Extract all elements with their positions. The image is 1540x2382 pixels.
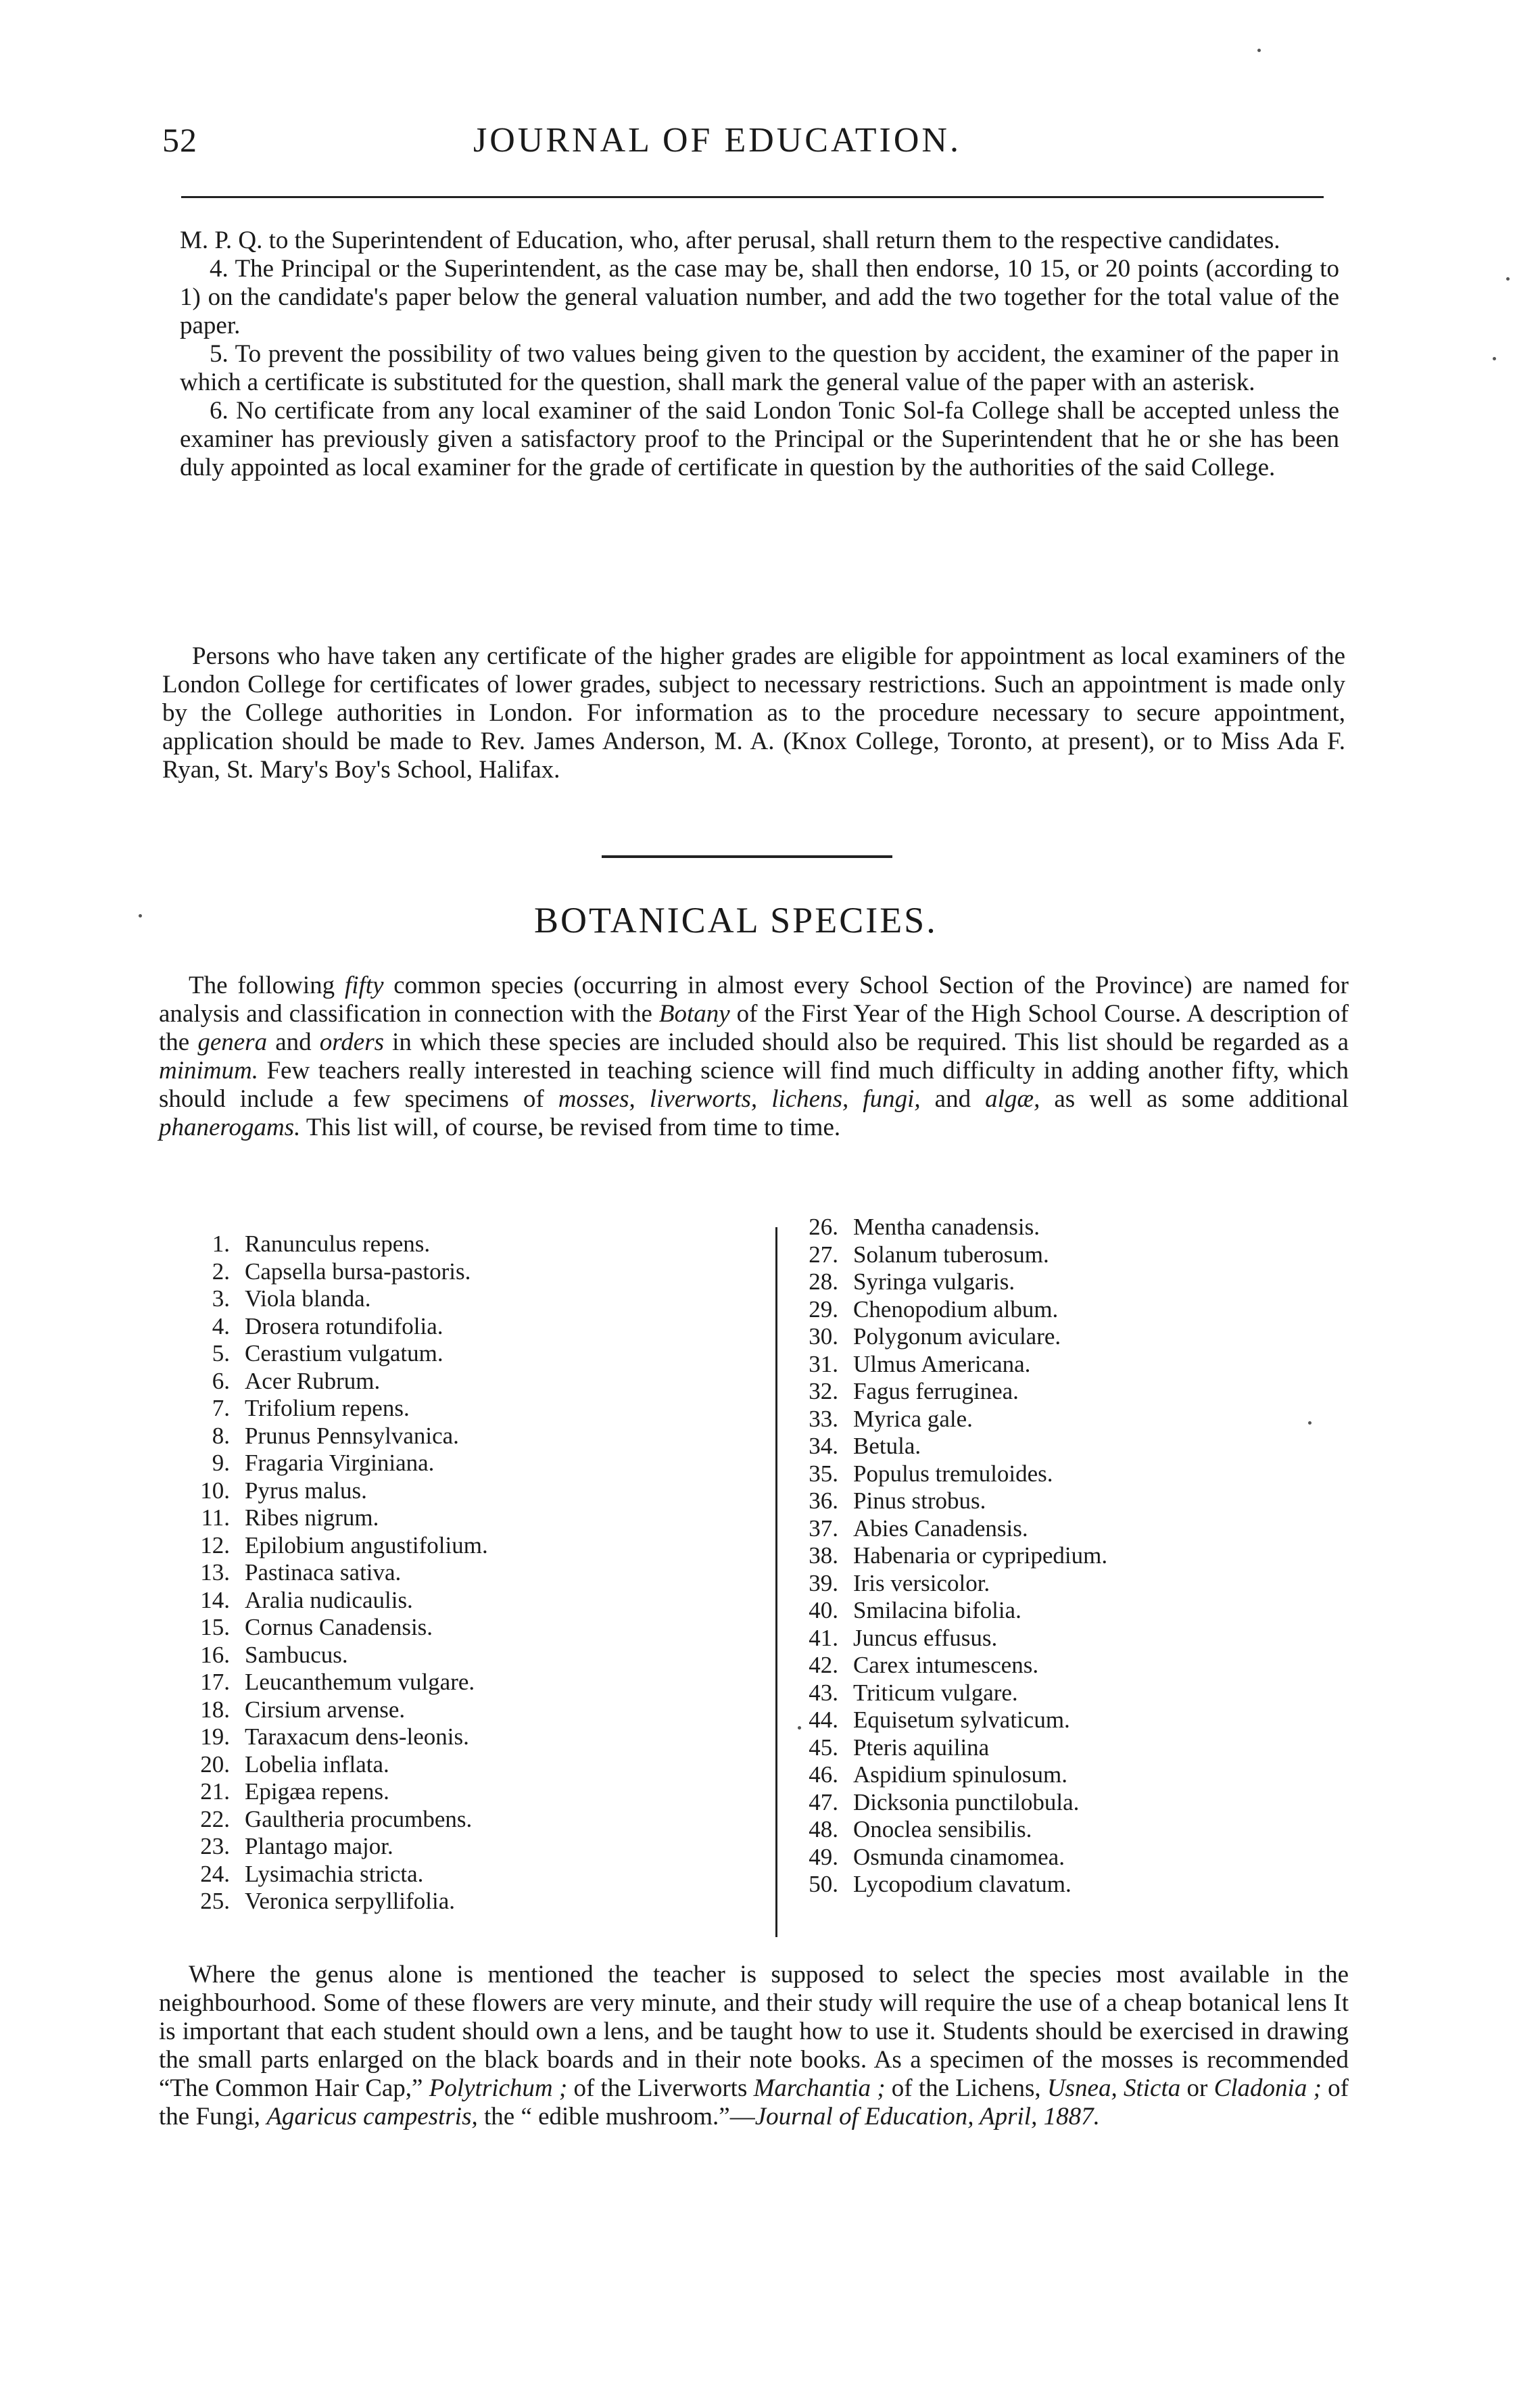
species-item	[764, 1816, 1107, 1844]
species-item	[162, 1888, 488, 1915]
species-name: Epigæa repens.	[245, 1778, 389, 1805]
species-item	[162, 1231, 488, 1258]
species-number: 14.	[200, 1586, 230, 1613]
species-item	[162, 1258, 488, 1286]
species-item	[162, 1340, 488, 1368]
species-item	[764, 1487, 1107, 1515]
species-number: 50.	[809, 1871, 838, 1897]
page-number: 52	[162, 121, 197, 159]
species-number: 15.	[200, 1614, 230, 1640]
species-name: Viola blanda.	[245, 1285, 371, 1312]
species-name: Trifolium repens.	[245, 1395, 410, 1421]
species-list-right	[764, 1214, 1107, 1899]
species-number: 12.	[200, 1531, 230, 1558]
species-number: 42.	[809, 1652, 838, 1678]
species-item	[162, 1806, 488, 1834]
regulations-block	[180, 227, 1339, 482]
species-number: 18.	[200, 1696, 230, 1723]
species-item	[162, 1532, 488, 1560]
species-item	[764, 1433, 1107, 1460]
species-number: 4.	[212, 1312, 230, 1339]
species-name: Ulmus Americana.	[853, 1350, 1031, 1377]
species-name: Ribes nigrum.	[245, 1504, 379, 1531]
species-name: Taraxacum dens-leonis.	[245, 1723, 469, 1750]
species-number: 20.	[200, 1750, 230, 1778]
species-number: 47.	[809, 1788, 838, 1815]
species-list-left	[162, 1231, 488, 1915]
species-item	[162, 1450, 488, 1477]
species-number: 17.	[200, 1669, 230, 1695]
species-name: Populus tremuloides.	[853, 1460, 1053, 1487]
species-item	[764, 1378, 1107, 1406]
species-item	[764, 1707, 1107, 1734]
print-speck	[1257, 49, 1261, 52]
species-name: Lobelia inflata.	[245, 1750, 389, 1778]
species-item	[764, 1789, 1107, 1817]
species-item	[162, 1778, 488, 1806]
species-name: Fragaria Virginiana.	[245, 1450, 435, 1476]
species-name: Carex intumescens.	[853, 1652, 1039, 1678]
species-name: Lysimachia stricta.	[245, 1860, 424, 1887]
regulation-paragraph: M. P. Q. to the Superintendent of Education, who, after perusal, shall return them to the respective candidates.	[180, 227, 1280, 254]
species-name: Cirsium arvense.	[245, 1696, 406, 1723]
species-name: Plantago major.	[245, 1833, 393, 1859]
species-item	[162, 1861, 488, 1888]
species-name: Osmunda cinamomea.	[853, 1843, 1065, 1870]
species-item	[764, 1268, 1107, 1296]
species-item	[162, 1423, 488, 1450]
species-name: Acer Rubrum.	[245, 1367, 381, 1394]
species-name: Habenaria or cypripedium.	[853, 1542, 1108, 1569]
species-item	[162, 1669, 488, 1696]
species-name: Betula.	[853, 1433, 921, 1459]
species-item	[764, 1652, 1107, 1680]
page-header	[162, 108, 1339, 183]
species-item	[764, 1323, 1107, 1351]
journal-title: JOURNAL OF EDUCATION.	[473, 121, 961, 160]
species-number: 39.	[809, 1569, 838, 1596]
species-name: Drosera rotundifolia.	[245, 1312, 443, 1339]
species-item	[162, 1587, 488, 1615]
species-number: 19.	[200, 1723, 230, 1750]
species-item	[764, 1515, 1107, 1543]
species-name: Aspidium spinulosum.	[853, 1761, 1067, 1788]
species-number: 28.	[809, 1268, 838, 1295]
species-number: 13.	[200, 1559, 230, 1586]
species-item	[162, 1833, 488, 1861]
species-item	[764, 1406, 1107, 1433]
species-item	[162, 1751, 488, 1779]
species-item	[764, 1761, 1107, 1789]
species-name: Lycopodium clavatum.	[853, 1871, 1072, 1897]
species-number: 8.	[212, 1422, 230, 1449]
species-number: 22.	[200, 1805, 230, 1832]
species-number: 7.	[212, 1395, 230, 1421]
print-speck	[1506, 277, 1510, 281]
species-name: Pyrus malus.	[245, 1477, 367, 1504]
species-number: 46.	[809, 1761, 838, 1788]
species-number: 1.	[212, 1231, 230, 1257]
species-item	[764, 1351, 1107, 1379]
species-number: 45.	[809, 1734, 838, 1761]
species-name: Pastinaca sativa.	[245, 1559, 402, 1586]
species-number: 5.	[212, 1340, 230, 1366]
species-number: 36.	[809, 1487, 838, 1514]
species-number: 48.	[809, 1816, 838, 1842]
species-name: Epilobium angustifolium.	[245, 1531, 488, 1558]
species-name: Prunus Pennsylvanica.	[245, 1422, 459, 1449]
species-name: Sambucus.	[245, 1641, 348, 1668]
species-item	[764, 1844, 1107, 1872]
species-name: Veronica serpyllifolia.	[245, 1888, 456, 1914]
species-name: Fagus ferruginea.	[853, 1378, 1019, 1404]
species-item	[162, 1368, 488, 1396]
species-item	[764, 1460, 1107, 1488]
species-number: 3.	[212, 1285, 230, 1312]
species-number: 27.	[809, 1241, 838, 1268]
species-name: Pteris aquilina	[853, 1734, 990, 1761]
species-number: 10.	[200, 1477, 230, 1504]
species-name: Onoclea sensibilis.	[853, 1816, 1032, 1842]
species-number: 44.	[809, 1707, 838, 1733]
species-name: Abies Canadensis.	[853, 1515, 1028, 1542]
species-item	[162, 1313, 488, 1341]
species-item	[764, 1871, 1107, 1899]
species-number: 49.	[809, 1843, 838, 1870]
species-number: 34.	[809, 1433, 838, 1459]
species-name: Smilacina bifolia.	[853, 1597, 1021, 1623]
species-number: 32.	[809, 1378, 838, 1404]
species-item	[162, 1395, 488, 1423]
species-number: 16.	[200, 1641, 230, 1668]
species-item	[162, 1559, 488, 1587]
appointment-note-block	[162, 642, 1345, 784]
species-item	[764, 1241, 1107, 1269]
regulation-paragraph: 5. To prevent the possibility of two values being given to the question by accident, the examiner of the paper in which a certificate is substituted for the question, shall mark the general value of the paper with an asterisk.	[180, 340, 1339, 396]
species-number: 41.	[809, 1624, 838, 1651]
print-speck	[1308, 1421, 1312, 1425]
species-item	[764, 1734, 1107, 1762]
species-name: Gaultheria procumbens.	[245, 1805, 473, 1832]
species-item	[162, 1723, 488, 1751]
species-name: Chenopodium album.	[853, 1295, 1059, 1323]
species-number: 31.	[809, 1350, 838, 1377]
species-name: Dicksonia punctilobula.	[853, 1788, 1080, 1815]
species-name: Ranunculus repens.	[245, 1231, 431, 1257]
species-name: Equisetum sylvaticum.	[853, 1707, 1070, 1733]
species-number: 21.	[200, 1778, 230, 1805]
species-item	[764, 1570, 1107, 1598]
species-number: 2.	[212, 1258, 230, 1285]
species-number: 6.	[212, 1367, 230, 1394]
print-speck	[139, 914, 142, 918]
closing-paragraph: Where the genus alone is mentioned the teacher is supposed to select the species most available in the neighbourhood. Some of these flowers are very minute, and their study will require the use of a cheap botanical lens It is important that each student should own a lens, and be taught how to use it. Students should be exercised in drawing the small parts enlarged on the black boards and in their note books. As a specimen of the mosses is recommended “The Common Hair Cap,” Polytrichum ; of the Liverworts Marchantia ; of the Lichens, Usnea, Sticta or Cladonia ; of the Fungi, Agaricus campestris, the “ edible mushroom.”—Journal of Education, April, 1887.	[159, 1961, 1349, 2130]
species-item	[764, 1680, 1107, 1707]
species-item	[764, 1296, 1107, 1324]
species-item	[162, 1642, 488, 1669]
section-divider	[602, 855, 892, 858]
species-number: 11.	[201, 1504, 230, 1531]
species-item	[162, 1477, 488, 1505]
species-item	[162, 1696, 488, 1724]
species-item	[764, 1542, 1107, 1570]
species-item	[162, 1285, 488, 1313]
species-number: 35.	[809, 1460, 838, 1487]
species-name: Cerastium vulgatum.	[245, 1340, 443, 1366]
print-speck	[798, 1726, 801, 1730]
species-number: 9.	[212, 1450, 230, 1476]
species-name: Leucanthemum vulgare.	[245, 1669, 475, 1695]
species-number: 29.	[809, 1295, 838, 1323]
species-number: 26.	[809, 1214, 838, 1240]
species-item	[162, 1504, 488, 1532]
species-name: Triticum vulgare.	[853, 1679, 1018, 1706]
species-name: Polygonum aviculare.	[853, 1323, 1061, 1350]
species-number: 43.	[809, 1679, 838, 1706]
section-title: BOTANICAL SPECIES.	[534, 900, 938, 940]
species-item	[764, 1597, 1107, 1625]
species-number: 23.	[200, 1833, 230, 1859]
species-item	[764, 1214, 1107, 1241]
print-speck	[1493, 357, 1496, 360]
species-name: Iris versicolor.	[853, 1569, 990, 1596]
species-number: 40.	[809, 1597, 838, 1623]
intro-block	[159, 972, 1349, 1142]
regulation-paragraph: 4. The Principal or the Superintendent, as the case may be, shall then endorse, 10 15, or 20 points (according to 1) on the candidate's paper below the general valuation number, and add the two together for the total value of the paper.	[180, 255, 1339, 339]
species-item	[162, 1614, 488, 1642]
species-name: Juncus effusus.	[853, 1624, 998, 1651]
species-name: Syringa vulgaris.	[853, 1268, 1015, 1295]
regulation-paragraph: 6. No certificate from any local examiner of the said London Tonic Sol-fa College shall be accepted unless the examiner has previously given a satisfactory proof to the Principal or the Superintendent that he or she has been duly appointed as local examiner for the grade of certificate in question by the authorities of the said College.	[180, 397, 1339, 481]
species-number: 37.	[809, 1515, 838, 1542]
species-name: Cornus Canadensis.	[245, 1614, 433, 1640]
species-name: Mentha canadensis.	[853, 1214, 1040, 1240]
header-rule	[181, 196, 1324, 198]
closing-block	[159, 1961, 1349, 2131]
appointment-note: Persons who have taken any certificate of the higher grades are eligible for appointment as local examiners of the London College for certificates of lower grades, subject to necessary restrictions. Such an appointment is made only by the College authorities in London. For information as to the procedure necessary to secure appointment, application should be made to Rev. James Anderson, M. A. (Knox College, Toronto, at present), or to Miss Ada F. Ryan, St. Mary's Boy's School, Halifax.	[162, 642, 1345, 784]
species-item	[764, 1625, 1107, 1652]
species-number: 30.	[809, 1323, 838, 1350]
species-number: 38.	[809, 1542, 838, 1569]
species-number: 33.	[809, 1405, 838, 1432]
species-name: Pinus strobus.	[853, 1487, 986, 1514]
species-number: 25.	[200, 1888, 230, 1914]
species-name: Myrica gale.	[853, 1405, 973, 1432]
species-name: Aralia nudicaulis.	[245, 1586, 413, 1613]
species-name: Solanum tuberosum.	[853, 1241, 1049, 1268]
species-number: 24.	[200, 1860, 230, 1887]
intro-paragraph: The following fifty common species (occurring in almost every School Section of the Province) are named for analysis and classification in connection with the Botany of the First Year of the High School Course. A description of the genera and orders in which these species are included should also be required. This list should be regarded as a minimum. Few teachers really interested in teaching science will find much difficulty in adding another fifty, which should include a few specimens of mosses, liverworts, lichens, fungi, and algæ, as well as some additional phanerogams. This list will, of course, be revised from time to time.	[159, 972, 1349, 1141]
species-name: Capsella bursa-pastoris.	[245, 1258, 471, 1285]
